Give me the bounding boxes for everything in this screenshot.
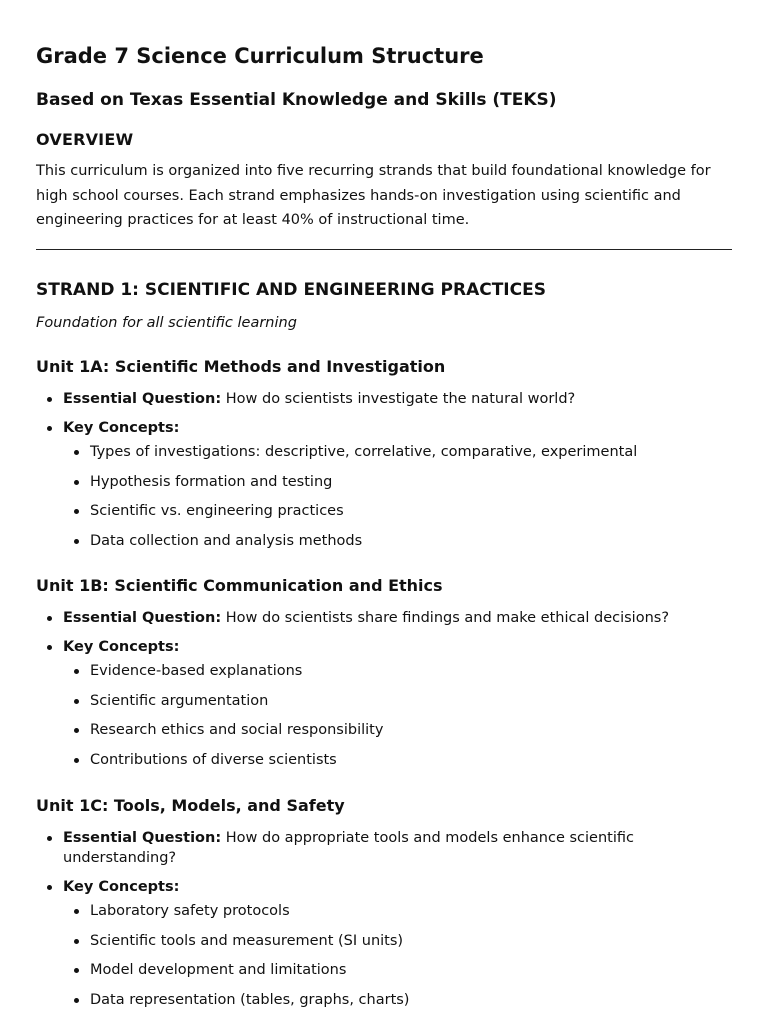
page-subtitle: Based on Texas Essential Knowledge and Skills (TEKS) [36, 90, 557, 110]
essential-question-item [36, 608, 736, 628]
unit-list [36, 389, 736, 551]
unit-title: Unit 1A: Scientific Methods and Investigation [36, 357, 446, 376]
essential-question-text: How do scientists investigate the natural world? [225, 391, 576, 407]
key-concepts-item [36, 637, 736, 770]
concept-item: Scientific vs. engineering practices [63, 501, 736, 521]
essential-question-item [36, 389, 736, 409]
concept-item: Model development and limitations [63, 960, 736, 980]
overview-heading: OVERVIEW [36, 130, 134, 149]
key-concepts-label: Key Concepts: [63, 879, 180, 895]
concept-list [63, 661, 736, 770]
essential-question-text: How do scientists share findings and make ethical decisions? [225, 610, 670, 626]
concept-item: Contributions of diverse scientists [63, 750, 736, 770]
concept-item: Evidence-based explanations [63, 661, 736, 681]
key-concepts-label: Key Concepts: [63, 420, 180, 436]
section-divider [36, 249, 732, 250]
key-concepts-label: Key Concepts: [63, 639, 180, 655]
strand-tagline: Foundation for all scientific learning [36, 315, 297, 331]
unit-section [36, 357, 736, 551]
concept-item: Hypothesis formation and testing [63, 472, 736, 492]
essential-question-text: How do appropriate tools and models enhance scientific understanding? [63, 830, 634, 866]
key-concepts-item [36, 877, 736, 1010]
overview-text: This curriculum is organized into five recurring strands that build foundational knowledge for high school courses. Each strand emphasizes hands-on investigation using scientific and engineering practices for at least 40% of instructional time. [36, 163, 711, 228]
key-concepts-item [36, 418, 736, 551]
concept-list [63, 901, 736, 1010]
unit-section [36, 796, 736, 1010]
essential-question-item [36, 828, 736, 868]
concept-item: Research ethics and social responsibility [63, 720, 736, 740]
unit-title: Unit 1B: Scientific Communication and Ethics [36, 576, 443, 595]
concept-item: Laboratory safety protocols [63, 901, 736, 921]
strand-heading: STRAND 1: SCIENTIFIC AND ENGINEERING PRACTICES [36, 280, 546, 300]
essential-question-label: Essential Question: [63, 391, 222, 407]
unit-title: Unit 1C: Tools, Models, and Safety [36, 796, 345, 815]
unit-list [36, 608, 736, 770]
unit-section [36, 576, 736, 770]
concept-item: Scientific argumentation [63, 691, 736, 711]
page-title: Grade 7 Science Curriculum Structure [36, 44, 484, 68]
concept-item: Data representation (tables, graphs, charts) [63, 990, 736, 1010]
essential-question-label: Essential Question: [63, 610, 222, 626]
concept-list [63, 442, 736, 551]
essential-question-label: Essential Question: [63, 830, 222, 846]
concept-item: Data collection and analysis methods [63, 531, 736, 551]
concept-item: Scientific tools and measurement (SI units) [63, 931, 736, 951]
unit-list [36, 828, 736, 1010]
concept-item: Types of investigations: descriptive, correlative, comparative, experimental [63, 442, 736, 462]
